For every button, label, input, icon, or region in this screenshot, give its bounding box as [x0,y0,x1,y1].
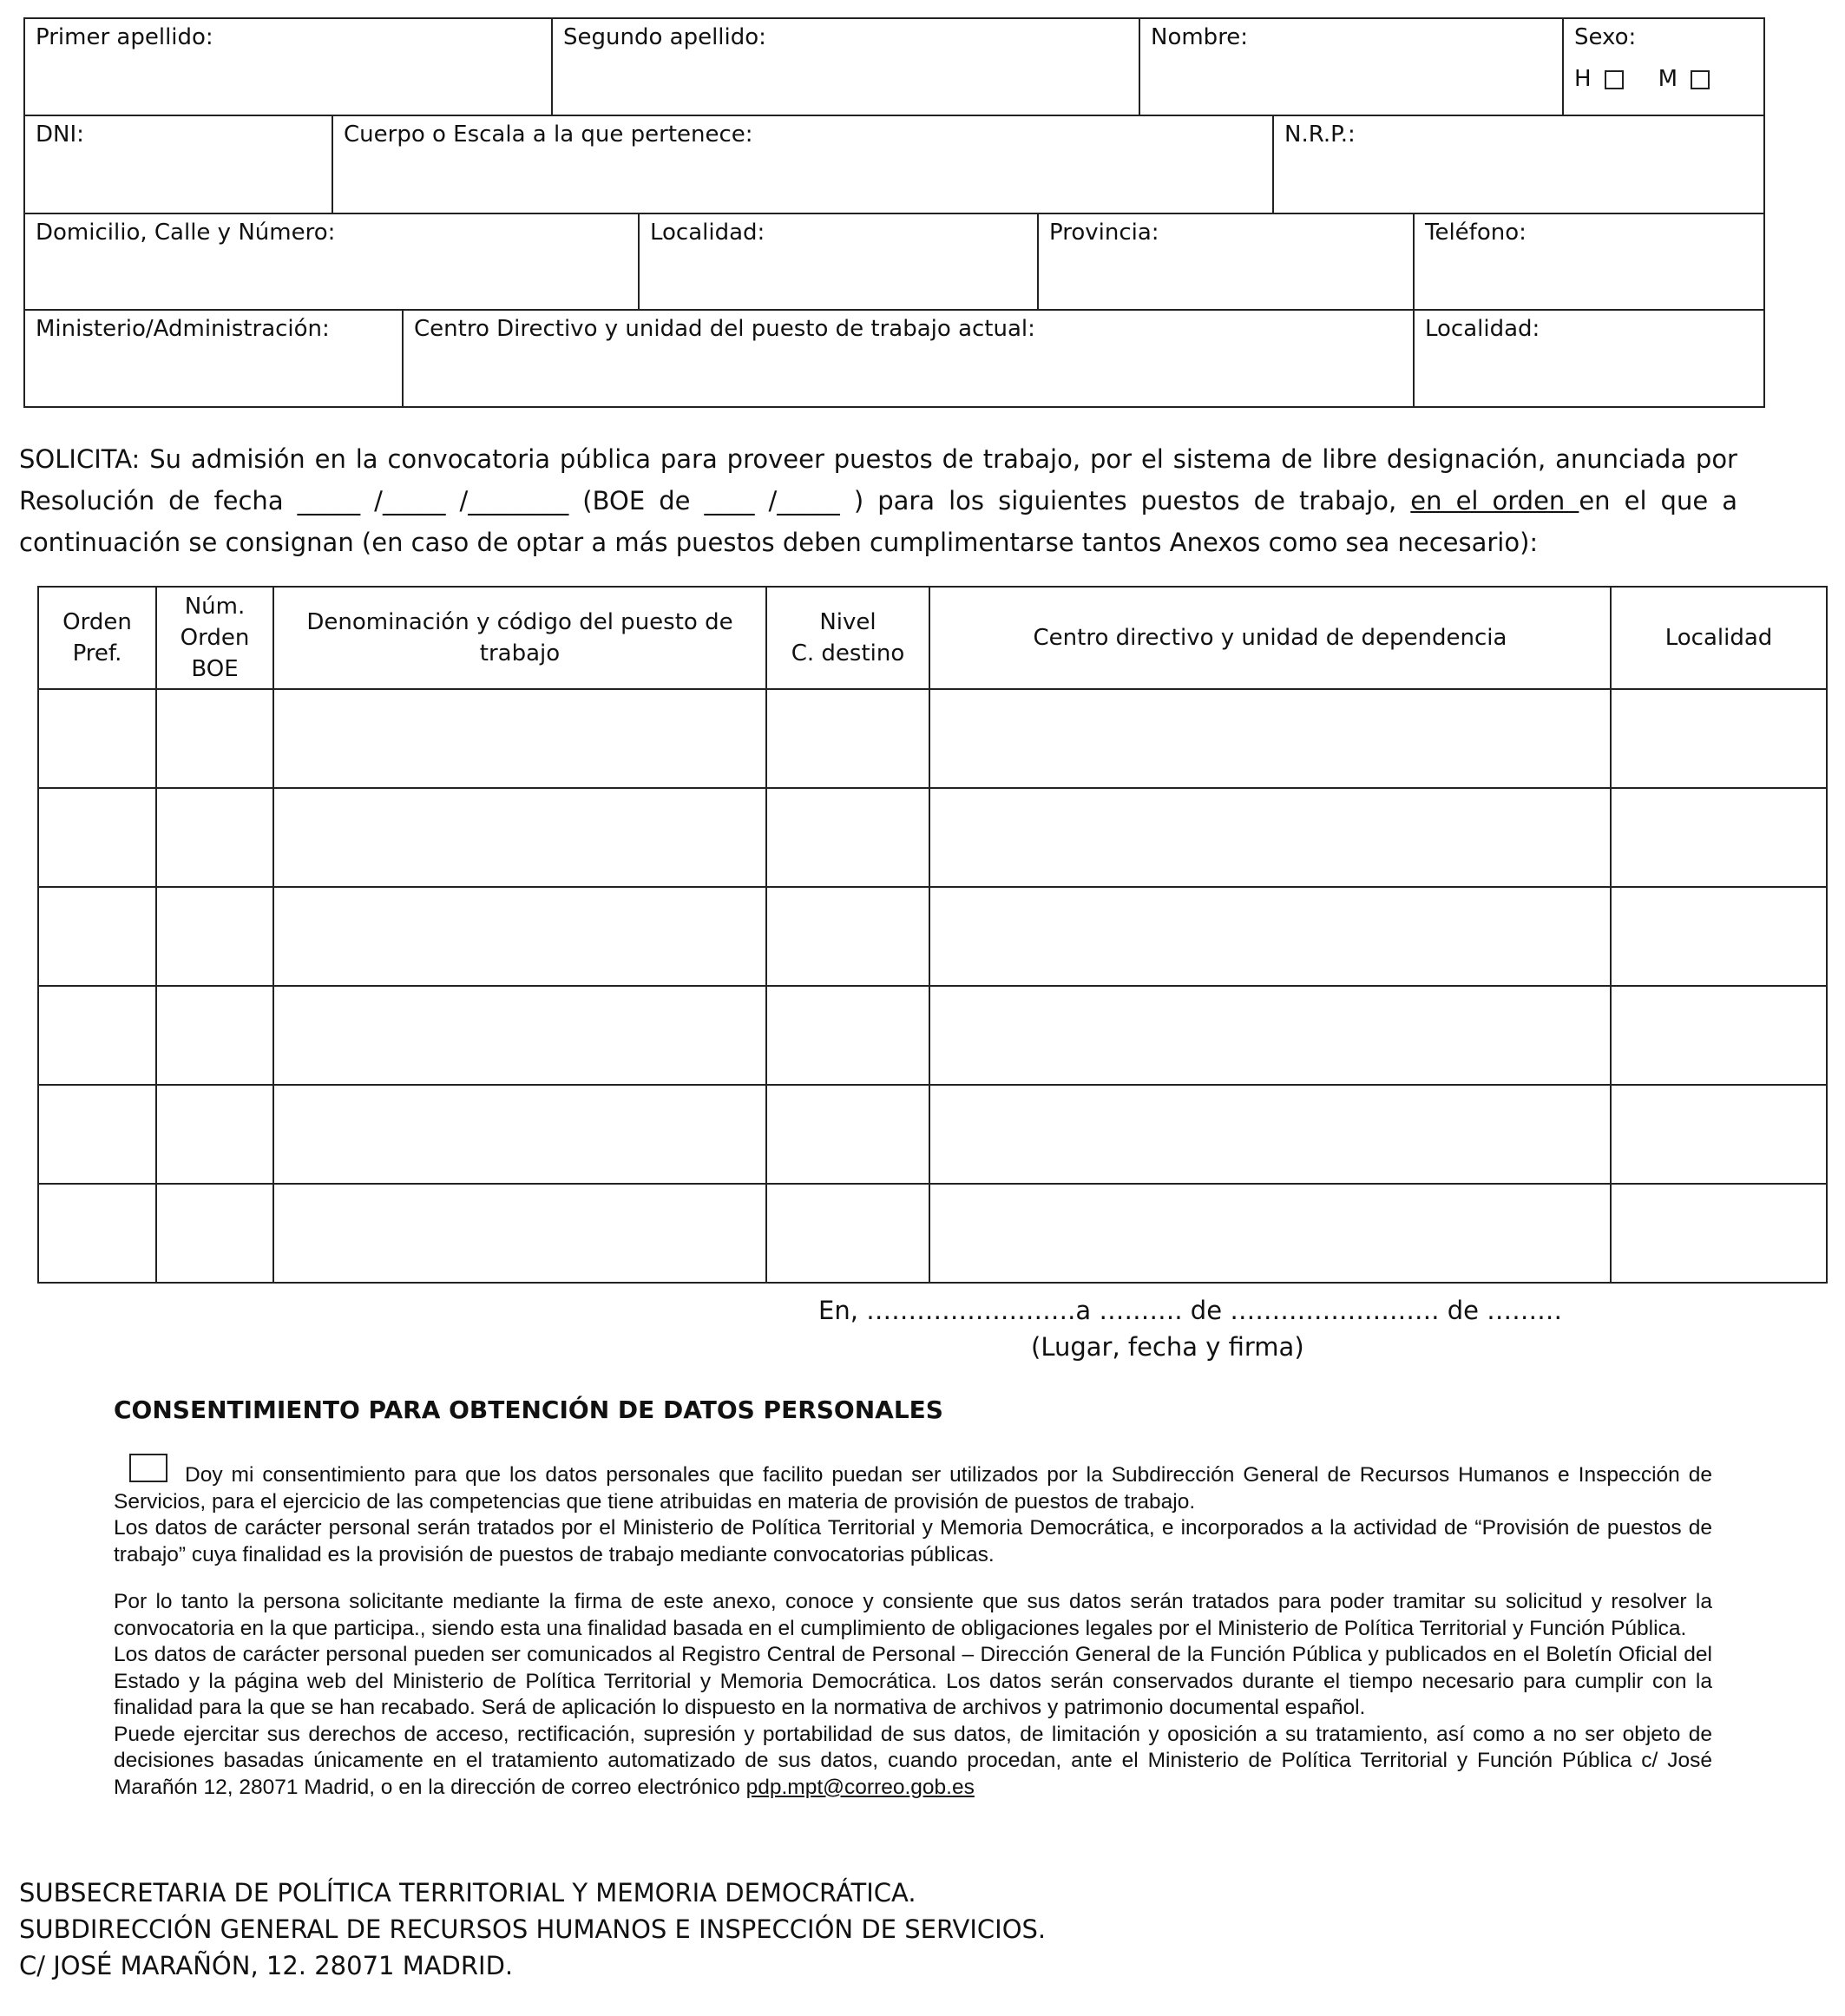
telefono-field[interactable] [1413,214,1763,309]
nombre-field[interactable] [1139,19,1562,115]
nrp-field[interactable] [1272,116,1763,213]
ministerio-label: Ministerio/Administración: [36,316,330,342]
table-cell[interactable] [156,887,273,986]
table-row [38,788,1827,887]
table-cell[interactable] [929,1085,1611,1184]
localidad-actual-field[interactable] [1413,311,1763,406]
table-cell[interactable] [38,689,156,788]
centro-field[interactable] [402,311,1413,406]
consent-paragraph-5-text: Puede ejercitar sus derechos de acceso, rectificación, supresión y portabilidad de sus datos, de limitación y oposición a su tratamiento, así como a no ser objeto de decisiones basadas únicamente en el tratamiento automatizado de sus datos, cuando procedan, ante el Ministerio de Política Territorial y Función Pública c/ José Marañón 12, 28071 Madrid, o en la dirección de correo electrónico [114,1722,1712,1799]
solicita-text-2: en el que a continuación se consignan (en caso de optar a más puestos deben cumplimentarse tantos Anexos como sea necesario): [19,486,1737,557]
signature-caption: (Lugar, fecha y firma) [1031,1332,1304,1362]
sexo-label: Sexo: [1574,24,1637,50]
table-cell[interactable] [929,986,1611,1085]
solicita-underlined: en el orden [1410,486,1579,515]
footer-address [19,1875,1046,1984]
table-cell[interactable] [156,1184,273,1283]
cuerpo-label: Cuerpo o Escala a la que pertenece: [344,121,753,148]
table-cell[interactable] [273,1085,766,1184]
solicita-text-1: SOLICITA: Su admisión en la convocatoria pública para proveer puestos de trabajo, por el sistema de libre designación, anunciada por Resolución de fecha _____ /_____ /________ (BOE de ____ /_____ ) para los siguientes puestos de trabajo, [19,444,1737,515]
personal-data-form [23,17,1765,408]
localidad-label: Localidad: [650,220,765,246]
table-cell[interactable] [1611,689,1827,788]
cuerpo-field[interactable] [332,116,1272,213]
table-header-row [38,587,1827,689]
segundo-apellido-field[interactable] [551,19,1139,115]
consent-paragraph-4: Los datos de carácter personal pueden ser comunicados al Registro Central de Personal – Dirección General de la Función Pública y publicados en el Boletín Oficial del Estado y la página web del Ministerio de Política Territorial y Memoria Democrática. Los datos serán conservados durante el tiempo necesario para cumplir con la finalidad para la que se han recabado. Será de aplicación lo dispuesto en la normativa de archivos y patrimonio documental español. [114,1643,1712,1719]
provincia-label: Provincia: [1049,220,1159,246]
table-cell[interactable] [273,986,766,1085]
provincia-field[interactable] [1037,214,1413,309]
table-cell[interactable] [766,887,929,986]
table-cell[interactable] [929,689,1611,788]
consent-title: CONSENTIMIENTO PARA OBTENCIÓN DE DATOS PERSONALES [114,1395,943,1424]
table-cell[interactable] [38,1085,156,1184]
header-orden-pref: Orden Pref. [38,587,156,689]
centro-label: Centro Directivo y unidad del puesto de trabajo actual: [414,316,1035,342]
sexo-h-label: H [1574,66,1592,92]
table-cell[interactable] [38,986,156,1085]
table-cell[interactable] [273,887,766,986]
solicita-paragraph [19,438,1737,563]
table-cell[interactable] [766,689,929,788]
table-cell[interactable] [766,1085,929,1184]
localidad-actual-label: Localidad: [1425,316,1540,342]
ministerio-field[interactable] [25,311,402,406]
table-cell[interactable] [929,788,1611,887]
nrp-label: N.R.P.: [1284,121,1356,148]
form-row-3 [25,213,1763,309]
dni-label: DNI: [36,121,84,148]
domicilio-label: Domicilio, Calle y Número: [36,220,336,246]
contact-email-link[interactable]: pdp.mpt@correo.gob.es [745,1775,975,1799]
form-row-2 [25,115,1763,213]
header-nivel: Nivel C. destino [766,587,929,689]
primer-apellido-label: Primer apellido: [36,24,213,50]
table-cell[interactable] [766,788,929,887]
header-localidad: Localidad [1611,587,1827,689]
primer-apellido-field[interactable] [25,19,551,115]
form-row-1 [25,19,1763,115]
table-cell[interactable] [273,788,766,887]
table-cell[interactable] [273,689,766,788]
dni-field[interactable] [25,116,332,213]
table-row [38,689,1827,788]
positions-table [37,586,1828,1284]
table-cell[interactable] [1611,1085,1827,1184]
sexo-field [1562,19,1763,115]
table-cell[interactable] [156,689,273,788]
consent-block-1 [114,1462,1712,1568]
table-cell[interactable] [156,1085,273,1184]
table-row [38,986,1827,1085]
segundo-apellido-label: Segundo apellido: [563,24,766,50]
table-row [38,1085,1827,1184]
header-num-orden-boe: Núm. Orden BOE [156,587,273,689]
table-row [38,887,1827,986]
localidad-field[interactable] [638,214,1037,309]
table-row [38,1184,1827,1283]
footer-line-1: SUBSECRETARIA DE POLÍTICA TERRITORIAL Y MEMORIA DEMOCRÁTICA. [19,1878,916,1908]
signature-line: En, …………………….a ………. de ……………………. de ……… [818,1296,1563,1325]
table-cell[interactable] [929,1184,1611,1283]
consent-paragraph-5 [114,1722,1712,1802]
header-centro-directivo: Centro directivo y unidad de dependencia [929,587,1611,689]
footer-line-3: C/ JOSÉ MARAÑÓN, 12. 28071 MADRID. [19,1951,514,1980]
header-denominacion: Denominación y código del puesto de trabajo [273,587,766,689]
table-cell[interactable] [766,986,929,1085]
telefono-label: Teléfono: [1425,220,1527,246]
table-cell[interactable] [273,1184,766,1283]
table-cell[interactable] [766,1184,929,1283]
domicilio-field[interactable] [25,214,638,309]
consent-paragraph-3: Por lo tanto la persona solicitante mediante la firma de este anexo, conoce y consiente que sus datos serán tratados para poder tramitar su solicitud y resolver la convocatoria en la que participa., siendo esta una finalidad basada en el cumplimiento de obligaciones legales por el Ministerio de Política Territorial y Función Pública. [114,1590,1712,1640]
table-cell[interactable] [1611,1184,1827,1283]
table-cell[interactable] [1611,986,1827,1085]
consent-block-2 [114,1589,1712,1801]
table-cell[interactable] [1611,887,1827,986]
sexo-h-checkbox[interactable] [1605,70,1624,89]
form-row-4 [25,309,1763,406]
table-cell[interactable] [38,887,156,986]
sexo-m-checkbox[interactable] [1691,70,1710,89]
table-cell[interactable] [38,1184,156,1283]
sexo-m-label: M [1658,66,1678,92]
table-cell[interactable] [156,788,273,887]
consent-paragraph-1: Doy mi consentimiento para que los datos personales que facilito puedan ser utilizados por la Subdirección General de Recursos Humanos e Inspección de Servicios, para el ejercicio de las competencias que tiene atribuidas en materia de provisión de puestos de trabajo. [114,1463,1712,1514]
footer-line-2: SUBDIRECCIÓN GENERAL DE RECURSOS HUMANOS E INSPECCIÓN DE SERVICIOS. [19,1914,1047,1944]
table-cell[interactable] [1611,788,1827,887]
table-cell[interactable] [38,788,156,887]
consent-paragraph-2: Los datos de carácter personal serán tratados por el Ministerio de Política Territorial y Memoria Democrática, e incorporados a la actividad de “Provisión de puestos de trabajo” cuya finalidad es la provisión de puestos de trabajo mediante convocatorias públicas. [114,1516,1712,1566]
nombre-label: Nombre: [1151,24,1249,50]
table-cell[interactable] [156,986,273,1085]
table-cell[interactable] [929,887,1611,986]
